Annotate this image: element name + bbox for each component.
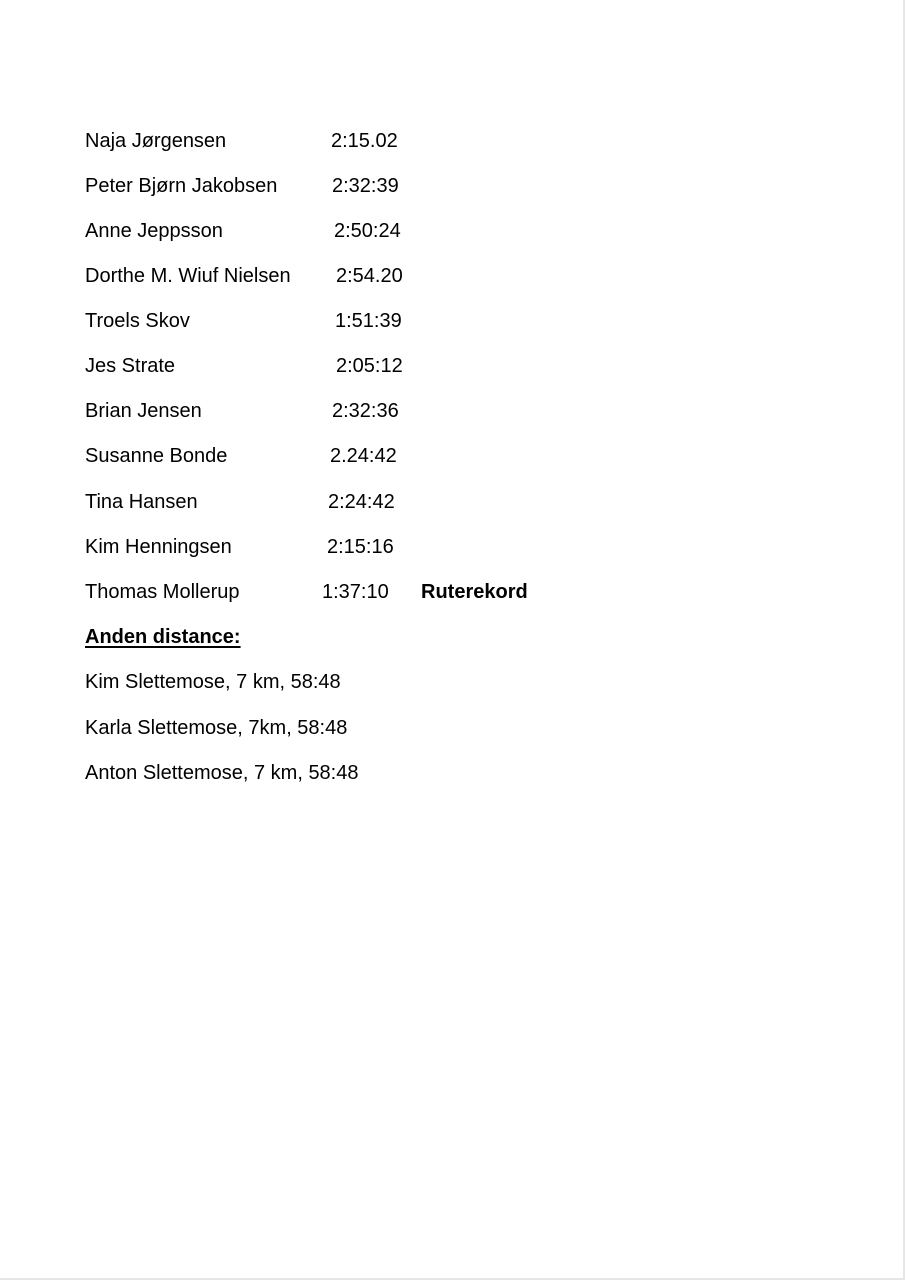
runner-time: 1:51:39	[335, 310, 402, 332]
runner-name: Jes Strate	[85, 355, 176, 377]
runner-name: Thomas Mollerup	[85, 581, 240, 603]
runner-time: 2:15.02	[331, 130, 398, 152]
runner-time: 2:50:24	[334, 220, 401, 242]
list-item: Kim Slettemose, 7 km, 58:48	[85, 671, 341, 693]
list-item: Anton Slettemose, 7 km, 58:48	[85, 762, 359, 784]
runner-name: Dorthe M. Wiuf Nielsen	[85, 265, 291, 287]
runner-time: 2:05:12	[336, 355, 403, 377]
runner-name: Kim Henningsen	[85, 536, 232, 558]
runner-name: Anne Jeppsson	[85, 220, 223, 242]
runner-name: Troels Skov	[85, 310, 190, 332]
record-note: Ruterekord	[421, 581, 528, 603]
runner-name: Peter Bjørn Jakobsen	[85, 175, 278, 197]
runner-time: 2:54.20	[336, 265, 403, 287]
runner-time: 2:32:39	[332, 175, 399, 197]
runner-time: 2:24:42	[328, 491, 395, 513]
runner-name: Brian Jensen	[85, 400, 202, 422]
runner-time: 2:15:16	[327, 536, 394, 558]
runner-name: Tina Hansen	[85, 491, 198, 513]
runner-time: 2:32:36	[332, 400, 399, 422]
section-heading: Anden distance:	[85, 626, 241, 648]
runner-time: 1:37:10	[322, 581, 389, 603]
runner-name: Susanne Bonde	[85, 445, 228, 467]
runner-time: 2.24:42	[330, 445, 397, 467]
list-item: Karla Slettemose, 7km, 58:48	[85, 717, 348, 739]
runner-name: Naja Jørgensen	[85, 130, 227, 152]
